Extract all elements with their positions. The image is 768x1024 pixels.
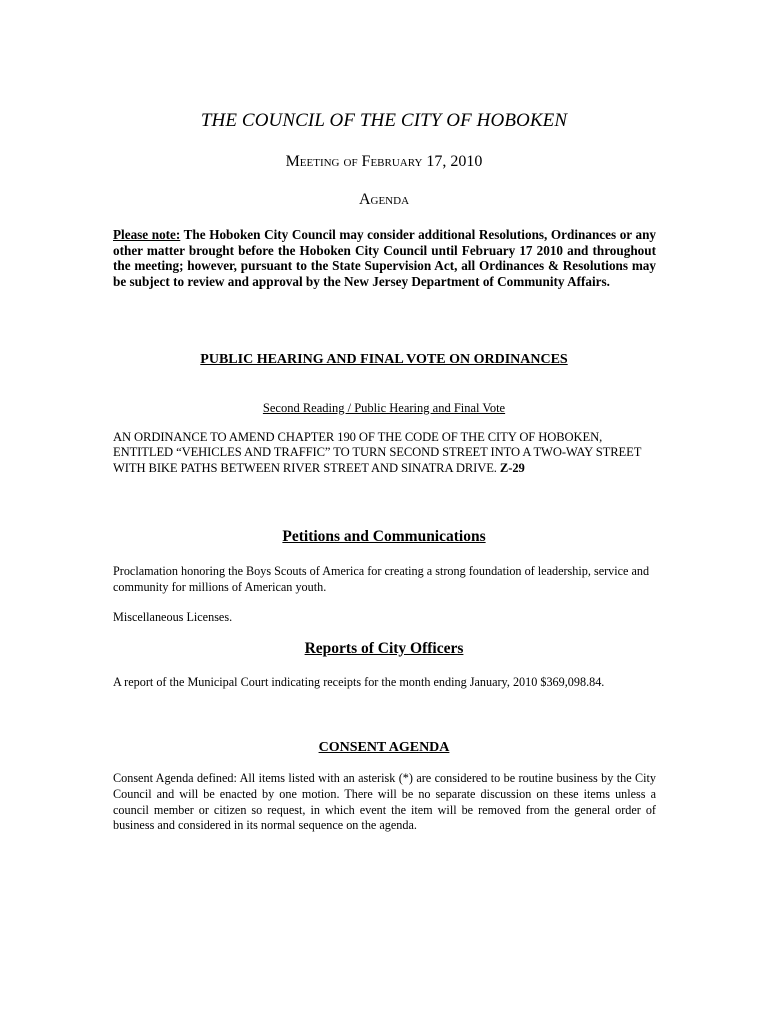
ordinance-paragraph [113, 430, 656, 476]
consent-agenda-paragraph: Consent Agenda defined: All items listed with an asterisk (*) are considered to be routine business by the City Council and will be enacted by one motion. There will be no separate discussion on these items unless a council member or citizen so request, in which event the item will be removed from the general order of business and considered in its normal sequence on the agenda. [113, 771, 656, 833]
public-hearing-heading-text: PUBLIC HEARING AND FINAL VOTE ON ORDINANCES [200, 352, 568, 367]
reports-heading-text: Reports of City Officers [304, 640, 464, 657]
court-report-paragraph: A report of the Municipal Court indicating receipts for the month ending January, 2010 $369,098.84. [113, 675, 605, 689]
please-note-paragraph [113, 227, 656, 289]
ordinance-text: AN ORDINANCE TO AMEND CHAPTER 190 OF THE CODE OF THE CITY OF HOBOKEN, ENTITLED “VEHICLES AND TRAFFIC” TO TURN SECOND STREET INTO A TWO-WAY STREET WITH BIKE PATHS BETWEEN RIVER STREET AND SINATRA DRIVE. [113, 430, 642, 475]
please-note-label: Please note: [113, 227, 181, 242]
petitions-heading [0, 528, 768, 546]
second-reading-text: Second Reading / Public Hearing and Final Vote [262, 401, 506, 415]
document-title: THE COUNCIL OF THE CITY OF HOBOKEN [200, 110, 568, 131]
agenda-heading: Agenda [358, 191, 410, 208]
meeting-date-line: Meeting of February 17, 2010 [285, 153, 483, 170]
ordinance-code: Z-29 [499, 460, 525, 475]
please-note-text: The Hoboken City Council may consider additional Resolutions, Ordinances or any other matter brought before the Hoboken City Council until February 17 2010 and throughout the meeting; however, pursuant to the State Supervision Act, all Ordinances & Resolutions may be subject to review and approval by the New Jersey Department of Community Affairs. [113, 227, 657, 289]
proclamation-paragraph: Proclamation honoring the Boys Scouts of America for creating a strong foundation of leadership, service and community for millions of American youth. [113, 564, 650, 594]
consent-agenda-heading-text: CONSENT AGENDA [318, 740, 450, 755]
misc-licenses-paragraph: Miscellaneous Licenses. [113, 610, 233, 624]
second-reading-subheading [0, 401, 768, 416]
petitions-heading-text: Petitions and Communications [282, 528, 486, 545]
reports-heading [0, 640, 768, 658]
consent-agenda-heading [0, 738, 768, 756]
public-hearing-heading [0, 350, 768, 368]
